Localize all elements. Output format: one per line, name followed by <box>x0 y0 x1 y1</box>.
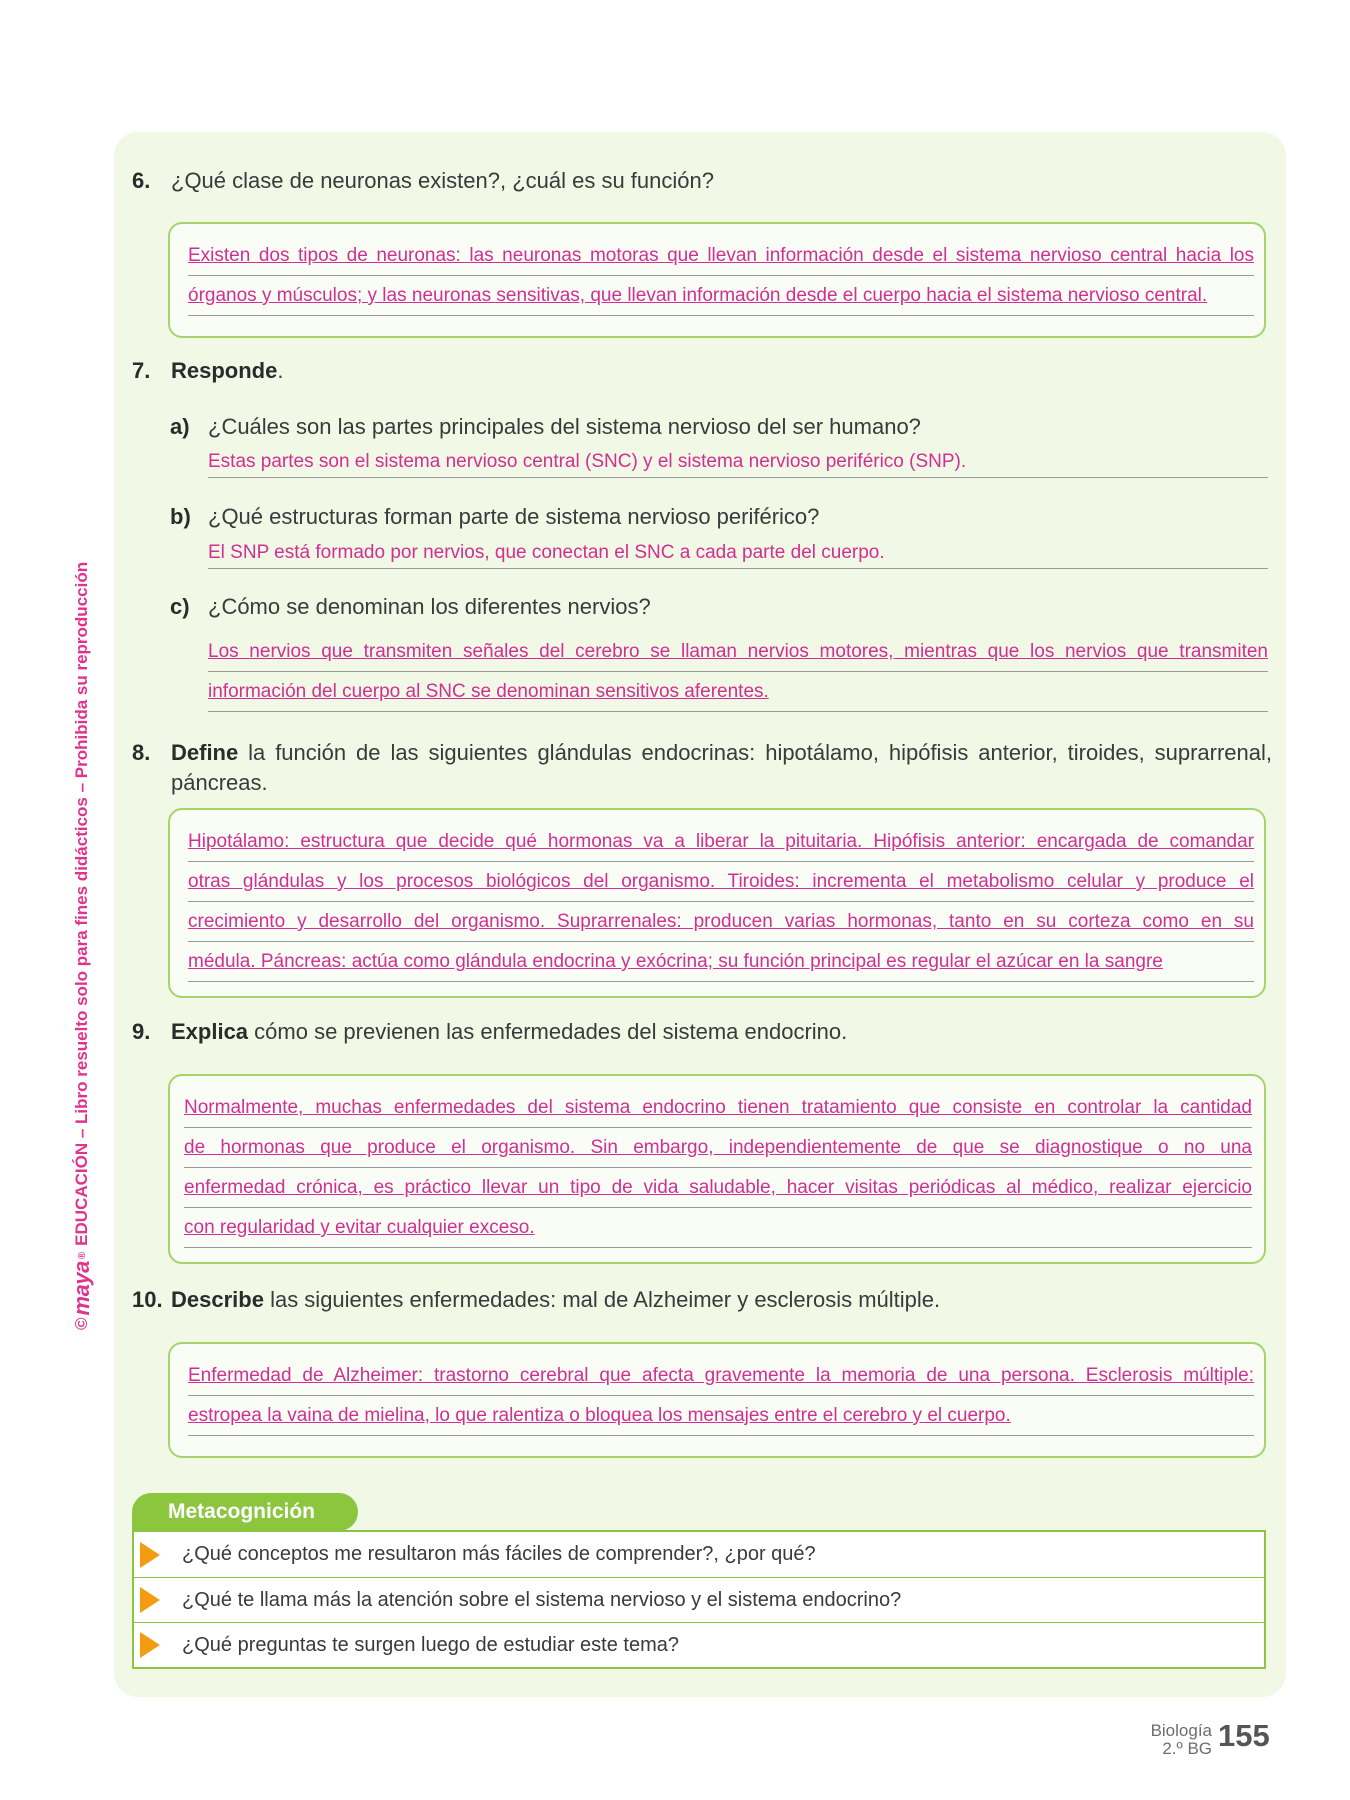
registered-mark: ® <box>76 1251 88 1260</box>
subquestion-b <box>170 502 819 532</box>
question-number: 9. <box>132 1019 151 1044</box>
play-marker-icon <box>140 1542 160 1568</box>
play-marker-icon <box>140 1587 160 1613</box>
sidebar-copyright <box>68 330 96 1330</box>
sidebar-text: EDUCACIÓN – Libro resuelto solo para fines didácticos – Prohibida su reproducción <box>72 561 91 1246</box>
metacognicion-row <box>134 1577 1264 1622</box>
question-text: cómo se previenen las enfermedades del sistema endocrino. <box>248 1019 848 1044</box>
metacognicion-row <box>134 1532 1264 1577</box>
answer-line: Normalmente, muchas enfermedades del sistema endocrino tienen tratamiento que consiste en controlar la cantidad <box>184 1088 1252 1128</box>
grade-label: 2.º BG <box>1162 1739 1212 1758</box>
subquestion-c <box>170 592 651 622</box>
play-marker-icon <box>140 1632 160 1658</box>
question-text: ¿Qué clase de neuronas existen?, ¿cuál es su función? <box>171 168 714 193</box>
subquestion-b-answer: El SNP está formado por nervios, que conectan el SNC a cada parte del cuerpo. <box>208 537 1268 569</box>
metacognicion-question: ¿Qué conceptos me resultaron más fáciles de comprender?, ¿por qué? <box>182 1543 816 1565</box>
subquestion-text: ¿Qué estructuras forman parte de sistema nervioso periférico? <box>208 504 820 529</box>
answer-box-9 <box>168 1074 1266 1264</box>
question-verb: Explica <box>171 1019 249 1044</box>
question-8 <box>132 738 1272 798</box>
question-9 <box>132 1017 847 1047</box>
question-number: 7. <box>132 358 151 383</box>
subquestion-a <box>170 412 921 442</box>
answer-line: crecimiento y desarrollo del organismo. Suprarrenales: producen varias hormonas, tanto en su corteza como en su <box>188 902 1254 942</box>
question-number: 10. <box>132 1287 163 1312</box>
question-number: 8. <box>132 740 151 765</box>
answer-box-6 <box>168 222 1266 338</box>
subquestion-letter: c) <box>170 594 190 619</box>
subject-name: Biología <box>1150 1721 1212 1740</box>
answer-box-8 <box>168 808 1266 998</box>
answer-line: con regularidad y evitar cualquier exceso. <box>184 1208 1252 1248</box>
question-text: las siguientes enfermedades: mal de Alzheimer y esclerosis múltiple. <box>263 1287 941 1312</box>
metacognicion-question: ¿Qué preguntas te surgen luego de estudiar este tema? <box>182 1633 679 1656</box>
metacognicion-table <box>132 1530 1266 1669</box>
subquestion-letter: a) <box>170 414 190 439</box>
answer-box-10 <box>168 1342 1266 1458</box>
maya-logo: maya <box>69 1261 94 1316</box>
question-verb: Describe <box>171 1287 264 1312</box>
question-6 <box>132 166 714 196</box>
subquestion-c-answer-line: información del cuerpo al SNC se denominan sensitivos aferentes. <box>208 672 1268 712</box>
question-text: la función de las siguientes glándulas endocrinas: hipotálamo, hipófisis anterior, tiroides, suprarrenal, páncreas. <box>171 740 1272 795</box>
question-10 <box>132 1285 940 1315</box>
subquestion-text: ¿Cuáles son las partes principales del sistema nervioso del ser humano? <box>208 414 921 439</box>
metacognicion-title: Metacognición <box>132 1493 358 1531</box>
answer-line: órganos y músculos; y las neuronas sensitivas, que llevan información desde el cuerpo hacia el sistema nervioso central. <box>188 276 1254 316</box>
answer-line: estropea la vaina de mielina, lo que ralentiza o bloquea los mensajes entre el cerebro y el cuerpo. <box>188 1396 1254 1436</box>
page-number: 155 <box>1218 1718 1270 1753</box>
copyright-symbol: © <box>72 1317 91 1330</box>
question-7 <box>132 356 283 386</box>
metacognicion-row <box>134 1622 1264 1667</box>
subquestion-letter: b) <box>170 504 191 529</box>
footer-subject <box>1130 1722 1212 1758</box>
answer-line: de hormonas que produce el organismo. Sin embargo, independientemente de que se diagnostique o no una <box>184 1128 1252 1168</box>
metacognicion-question: ¿Qué te llama más la atención sobre el sistema nervioso y el sistema endocrino? <box>182 1588 902 1611</box>
answer-line: Existen dos tipos de neuronas: las neuronas motoras que llevan información desde el sistema nervioso central hacia los <box>188 236 1254 276</box>
answer-line: enfermedad crónica, es práctico llevar un tipo de vida saludable, hacer visitas periódicas al médico, realizar ejercicio <box>184 1168 1252 1208</box>
question-number: 6. <box>132 168 151 193</box>
subquestion-text: ¿Cómo se denominan los diferentes nervios? <box>208 594 651 619</box>
answer-line: médula. Páncreas: actúa como glándula endocrina y exócrina; su función principal es regular el azúcar en la sangre <box>188 942 1254 982</box>
subquestion-c-answer-line: Los nervios que transmiten señales del cerebro se llaman nervios motores, mientras que los nervios que transmiten <box>208 632 1268 672</box>
question-verb: Define <box>171 740 239 765</box>
answer-line: otras glándulas y los procesos biológicos del organismo. Tiroides: incrementa el metabolismo celular y produce el <box>188 862 1254 902</box>
answer-line: Enfermedad de Alzheimer: trastorno cerebral que afecta gravemente la memoria de una persona. Esclerosis múltiple: <box>188 1356 1254 1396</box>
question-verb: Responde <box>171 358 278 383</box>
subquestion-a-answer: Estas partes son el sistema nervioso central (SNC) y el sistema nervioso periférico (SNP). <box>208 446 1268 478</box>
question-text: . <box>277 358 284 383</box>
answer-line: Hipotálamo: estructura que decide qué hormonas va a liberar la pituitaria. Hipófisis anterior: encargada de comandar <box>188 822 1254 862</box>
